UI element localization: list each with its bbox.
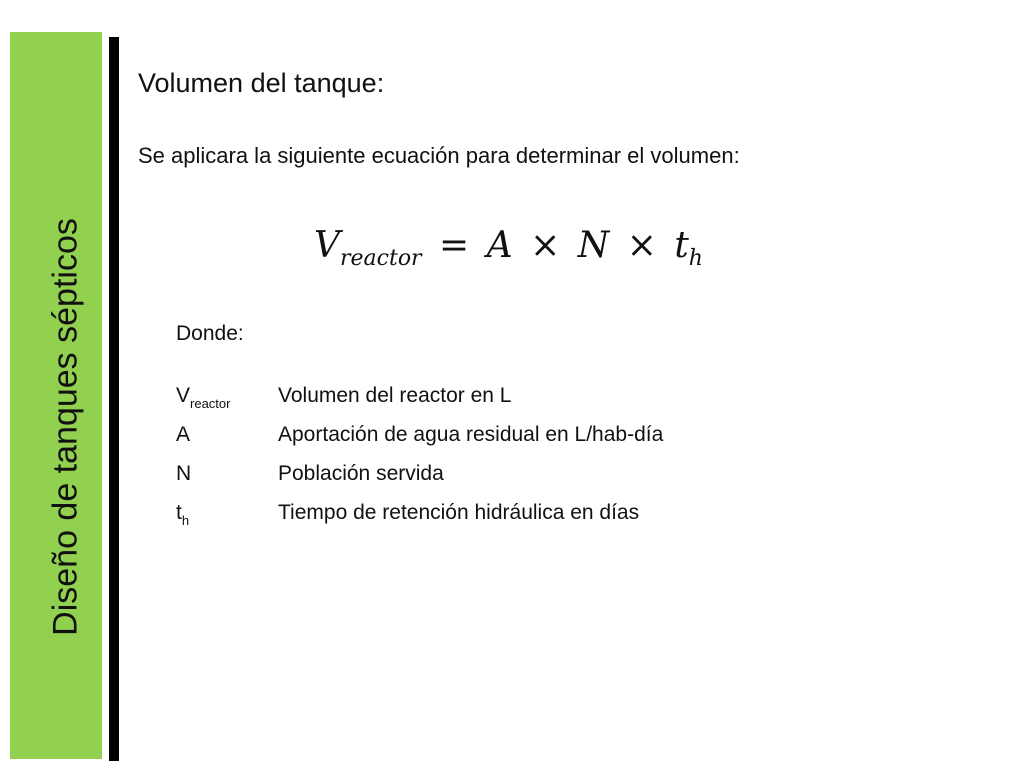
equation-lhs-sub: reactor — [340, 246, 422, 271]
intro-text: Se aplicara la siguiente ecuación para determinar el volumen: — [138, 143, 740, 168]
section-heading: Volumen del tanque: — [138, 68, 385, 98]
equation-times-2: × — [626, 225, 657, 266]
definition-text: Población servida — [278, 462, 444, 485]
definition-text: Volumen del reactor en L — [278, 384, 512, 407]
equation-term-a: A — [486, 225, 513, 266]
definitions-label: Donde: — [176, 322, 244, 345]
definitions-block — [176, 318, 663, 536]
definition-text: Tiempo de retención hidráulica en días — [278, 501, 640, 524]
divider-bar — [109, 37, 119, 761]
equation-term-t: t — [674, 225, 689, 266]
equation-times-1: × — [530, 225, 561, 266]
definition-row — [176, 458, 663, 497]
volume-equation — [314, 222, 703, 283]
definition-symbol: $t_h$ — [176, 501, 190, 528]
slide-title: Diseño de tanques sépticos — [46, 218, 85, 636]
definition-row — [176, 380, 663, 419]
equation-lhs-var: V — [314, 225, 340, 266]
sidebar-panel — [10, 32, 102, 759]
definition-text: Aportación de agua residual en L/hab-día — [278, 423, 664, 446]
equation-term-n: N — [577, 225, 610, 266]
definition-row — [176, 497, 663, 536]
equation-equals: = — [439, 225, 470, 266]
definition-row — [176, 419, 663, 458]
definition-symbol: A — [176, 423, 191, 446]
equation-term-t-sub: h — [688, 246, 703, 271]
definition-symbol: N — [176, 462, 192, 485]
definition-symbol: $V_{reactor}$ — [176, 384, 231, 411]
